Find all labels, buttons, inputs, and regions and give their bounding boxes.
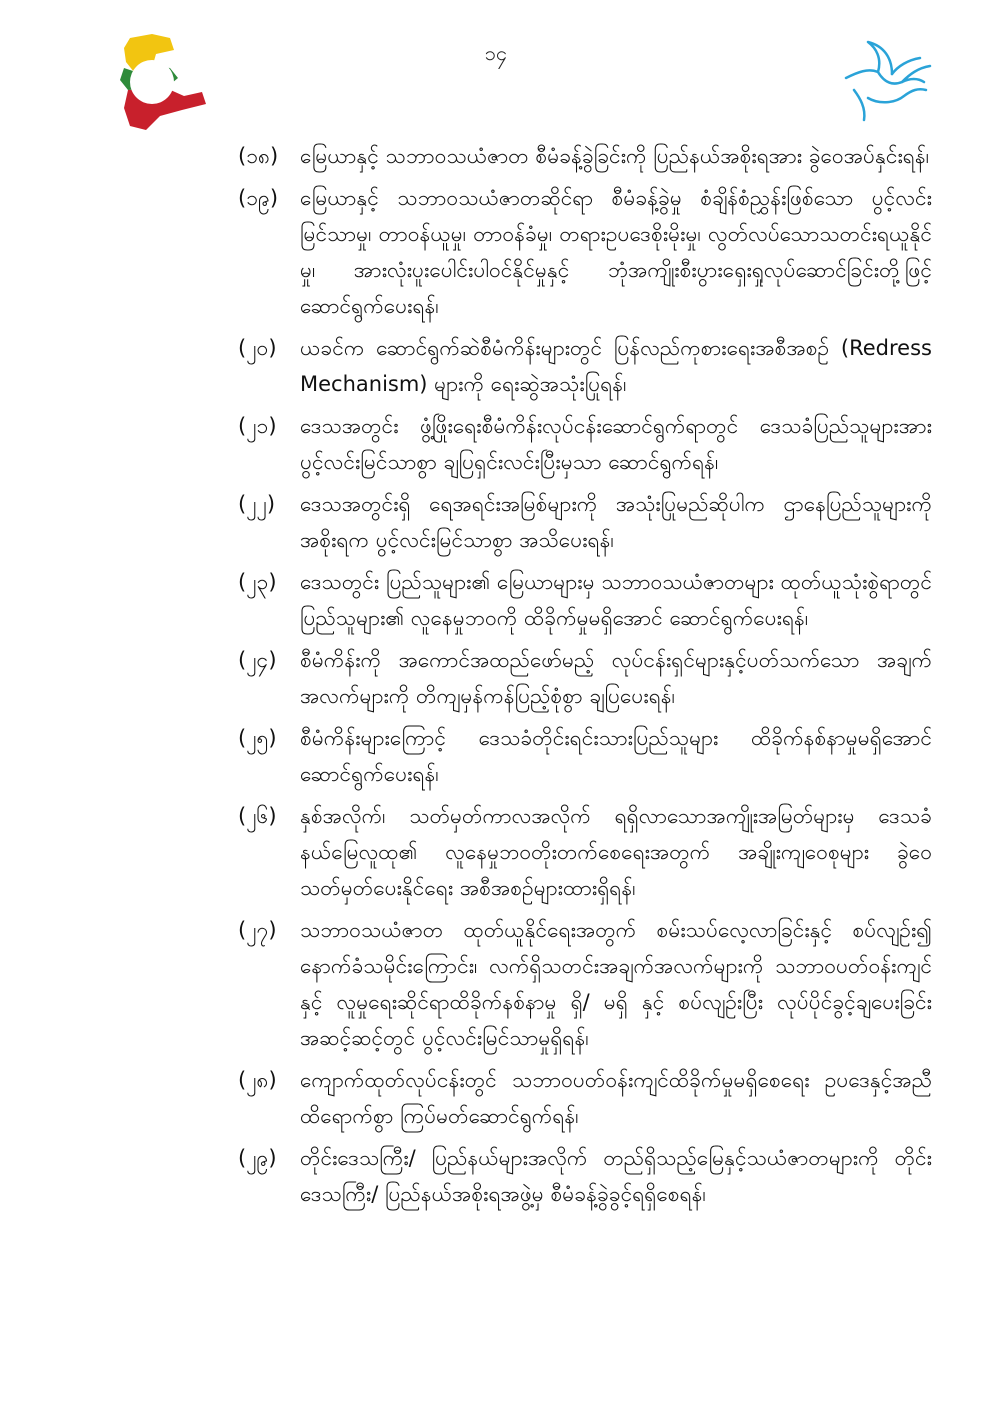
- list-item: [238, 912, 932, 1056]
- list-item-number: (၂၅): [238, 726, 277, 750]
- list-item-number: (၂၈): [238, 1068, 277, 1092]
- list-item: [238, 720, 932, 792]
- list-item-text: ဒေသအတွင်းရှိ ရေအရင်းအမြစ်များကို အသုံးပြုမည်ဆိုပါက ဌာနေပြည်သူများကို အစိုးရက ပွင့်လင်းမြင်သာစွာ အသိပေးရန်၊: [300, 492, 932, 552]
- list-item-number: (၂၇): [238, 918, 277, 942]
- list-item-number: (၂၀): [238, 336, 277, 360]
- list-item-number: (၂၃): [238, 570, 277, 594]
- list-item-text: မြေယာနှင့် သဘာဝသယံဇာတ စီမံခန့်ခွဲခြင်းကို ပြည်နယ်အစိုးရအား ခွဲဝေအပ်နှင်းရန်၊: [300, 144, 930, 168]
- list-item: [238, 1140, 932, 1212]
- list-item: [238, 642, 932, 714]
- list-item-text: ဒေသတွင်း ပြည်သူများ၏ မြေယာများမှ သဘာဝသယံဇာတများ ထုတ်ယူသုံးစွဲရာတွင် ပြည်သူများ၏ လူနေမှုဘဝကို ထိခိုက်မှုမရှိအောင် ဆောင်ရွက်ပေးရန်၊: [300, 570, 932, 630]
- list-item-number: (၂၆): [238, 804, 277, 828]
- list-item: [238, 486, 932, 558]
- list-item-text: ယခင်က ဆောင်ရွက်ဆဲစီမံကိန်းများတွင် ပြန်လည်ကုစားရေးအစီအစဉ် (Redress Mechanism) များကို ရေးဆွဲအသုံးပြုရန်၊: [300, 336, 932, 396]
- list-item-number: (၂၉): [238, 1146, 277, 1170]
- list-item: [238, 138, 932, 174]
- list-item-number: (၂၁): [238, 414, 277, 438]
- list-item-text: နှစ်အလိုက်၊ သတ်မှတ်ကာလအလိုက် ရရှိလာသောအကျိုးအမြတ်များမှ ဒေသခံ နယ်မြေလူထု၏ လူနေမှုဘဝတိုးတက်စေရေးအတွက် အချိုးကျဝေစုများ ခွဲဝေသတ်မှတ်ပေးနိုင်ရေး အစီအစဉ်များထားရှိရန်၊: [300, 804, 932, 900]
- list-item-text: ကျောက်ထုတ်လုပ်ငန်းတွင် သဘာဝပတ်ဝန်းကျင်ထိခိုက်မှုမရှိစေရေး ဥပဒေနှင့်အညီ ထိရောက်စွာ ကြပ်မတ်ဆောင်ရွက်ရန်၊: [300, 1068, 932, 1128]
- list-item-number: (၂၄): [238, 648, 277, 672]
- list-item-number: (၁၉): [238, 186, 279, 210]
- list-item-text: တိုင်းဒေသကြီး/ ပြည်နယ်များအလိုက် တည်ရှိသည့်မြေနှင့်သယံဇာတများကို တိုင်းဒေသကြီး/ ပြည်နယ်အစိုးရအဖွဲ့မှ စီမံခန့်ခွဲခွင့်ရရှိစေရန်၊: [300, 1146, 932, 1206]
- list-item-number: (၂၂): [238, 492, 276, 516]
- list-item: [238, 798, 932, 906]
- peace-dove-icon: [838, 38, 938, 124]
- list-item-text: စီမံကိန်းများကြောင့် ဒေသခံတိုင်းရင်းသားပြည်သူများ ထိခိုက်နစ်နာမှုမရှိအောင် ဆောင်ရွက်ပေးရန်၊: [300, 726, 932, 786]
- page-number: ၁၄: [484, 41, 508, 65]
- list-item-text: မြေယာနှင့် သဘာဝသယံဇာတဆိုင်ရာ စီမံခန့်ခွဲမှု စံချိန်စံညွှန်းဖြစ်သော ပွင့်လင်းမြင်သာမှု၊ တာဝန်ယူမှု၊ တာဝန်ခံမှု၊ တရားဥပဒေစိုးမိုးမှု၊ လွတ်လပ်သောသတင်းရယူနိုင်မှု၊ အားလုံးပူးပေါင်းပါဝင်နိုင်မှုနှင့် ဘုံအကျိုးစီးပွားရှေးရှုလုပ်ဆောင်ခြင်းတို့ဖြင့် ဆောင်ရွက်ပေးရန်၊: [300, 186, 932, 318]
- list-item: [238, 180, 932, 324]
- list-item: [238, 408, 932, 480]
- list-item: [238, 564, 932, 636]
- list-item-text: စီမံကိန်းကို အကောင်အထည်ဖော်မည့် လုပ်ငန်းရှင်များနှင့်ပတ်သက်သော အချက် အလက်များကို တိကျမှန်ကန်ပြည့်စုံစွာ ချပြပေးရန်၊: [300, 648, 932, 708]
- list-item: [238, 1062, 932, 1134]
- list-item: [238, 330, 932, 402]
- numbered-list: [238, 138, 932, 1218]
- list-item-number: (၁၈): [238, 144, 279, 168]
- list-item-text: ဒေသအတွင်း ဖွံ့ဖြိုးရေးစီမံကိန်းလုပ်ငန်းဆောင်ရွက်ရာတွင် ဒေသခံပြည်သူများအား ပွင့်လင်းမြင်သာစွာ ချပြရှင်းလင်းပြီးမှသာ ဆောင်ရွက်ရန်၊: [300, 414, 932, 474]
- list-item-text: သဘာဝသယံဇာတ ထုတ်ယူနိုင်ရေးအတွက် စမ်းသပ်လေ့လာခြင်းနှင့် စပ်လျဉ်း၍ နောက်ခံသမိုင်းကြောင်း၊ လက်ရှိသတင်းအချက်အလက်များကို သဘာဝပတ်ဝန်းကျင်နှင့် လူမှုရေးဆိုင်ရာထိခိုက်နစ်နာမှု ရှိ/ မရှိ နှင့် စပ်လျဉ်းပြီး လုပ်ပိုင်ခွင့်ချပေးခြင်း အဆင့်ဆင့်တွင် ပွင့်လင်းမြင်သာမှုရှိရန်၊: [300, 918, 932, 1050]
